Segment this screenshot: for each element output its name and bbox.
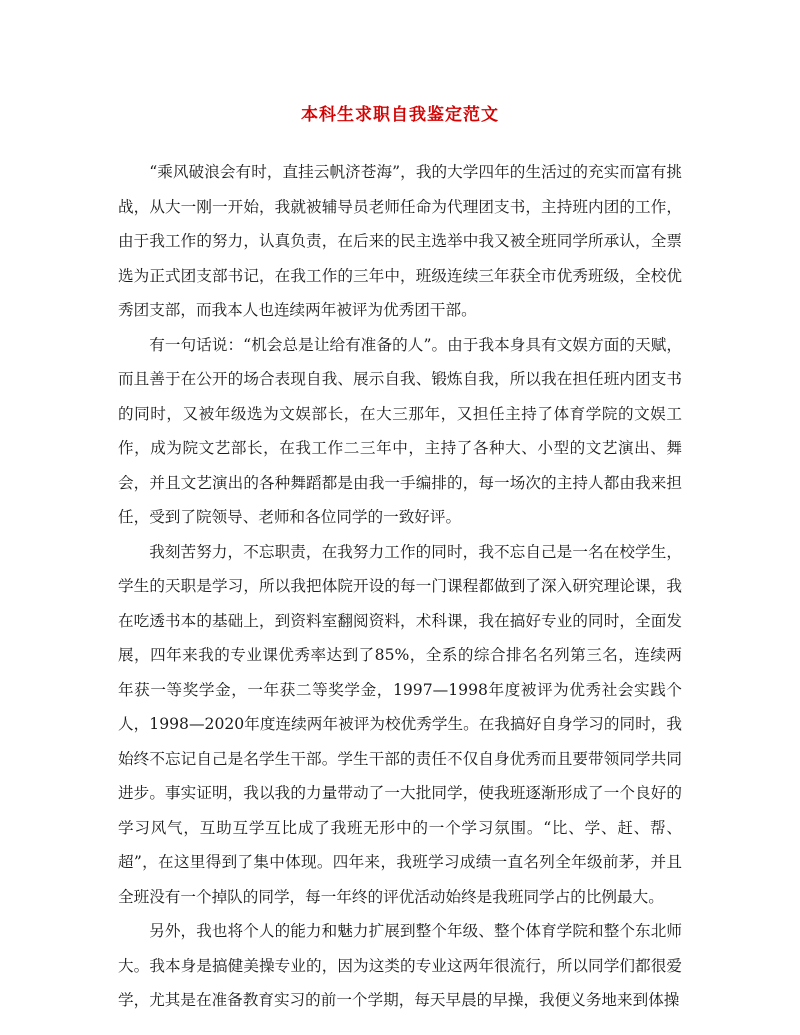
paragraph-3: 我刻苦努力，不忘职责，在我努力工作的同时，我不忘自己是一名在校学生，学生的天职是学习，所以我把体院开设的每一门课程都做到了深入研究理论课，我在吃透书本的基础上，到资料室翻阅资料，术科课，我在搞好专业的同时，全面发展，四年来我的专业课优秀率达到了85%，全系的综合排名名列第三名，连续两年获一等奖学金，一年获二等奖学金，1997—1998年度被评为优秀社会实践个人，1998—2020年度连续两年被评为校优秀学生。在我搞好自身学习的同时，我始终不忘记自己是名学生干部。学生干部的责任不仅自身优秀而且要带领同学共同进步。事实证明，我以我的力量带动了一大批同学，使我班逐渐形成了一个良好的学习风气，互助互学互比成了我班无形中的一个学习氛围。“比、学、赶、帮、超”，在这里得到了集中体现。四年来，我班学习成绩一直名列全年级前茅，并且全班没有一个掉队的同学，每一年终的评优活动始终是我班同学占的比例最大。 bbox=[118, 542, 682, 906]
document-title: 本科生求职自我鉴定范文 bbox=[301, 105, 499, 125]
paragraph-4: 另外，我也将个人的能力和魅力扩展到整个年级、整个体育学院和整个东北师大。我本身是搞健美操专业的，因为这类的专业这两年很流行，所以同学们都很爱学，尤其是在准备教育实习的前一个学期，每天早晨的早操，我便义务地来到体操 bbox=[118, 922, 682, 1009]
paragraph-1: “乘风破浪会有时，直挂云帆济苍海”，我的大学四年的生活过的充实而富有挑战，从大一刚一开始，我就被辅导员老师任命为代理团支书，主持班内团的工作，由于我工作的努力，认真负责，在后来的民主选举中我又被全班同学所承认，全票选为正式团支部书记，在我工作的三年中，班级连续三年获全市优秀班级，全校优秀团支部，而我本人也连续两年被评为优秀团干部。 bbox=[118, 163, 682, 319]
document-body bbox=[118, 155, 682, 1018]
paragraph-2: 有一句话说：“机会总是让给有准备的人”。由于我本身具有文娱方面的天赋，而且善于在公开的场合表现自我、展示自我、锻炼自我，所以我在担任班内团支书的同时，又被年级选为文娱部长，在大三那年，又担任主持了体育学院的文娱工作，成为院文艺部长，在我工作二三年中，主持了各种大、小型的文艺演出、舞会，并且文艺演出的各种舞蹈都是由我一手编排的，每一场次的主持人都由我来担任，受到了院领导、老师和各位同学的一致好评。 bbox=[118, 335, 682, 526]
